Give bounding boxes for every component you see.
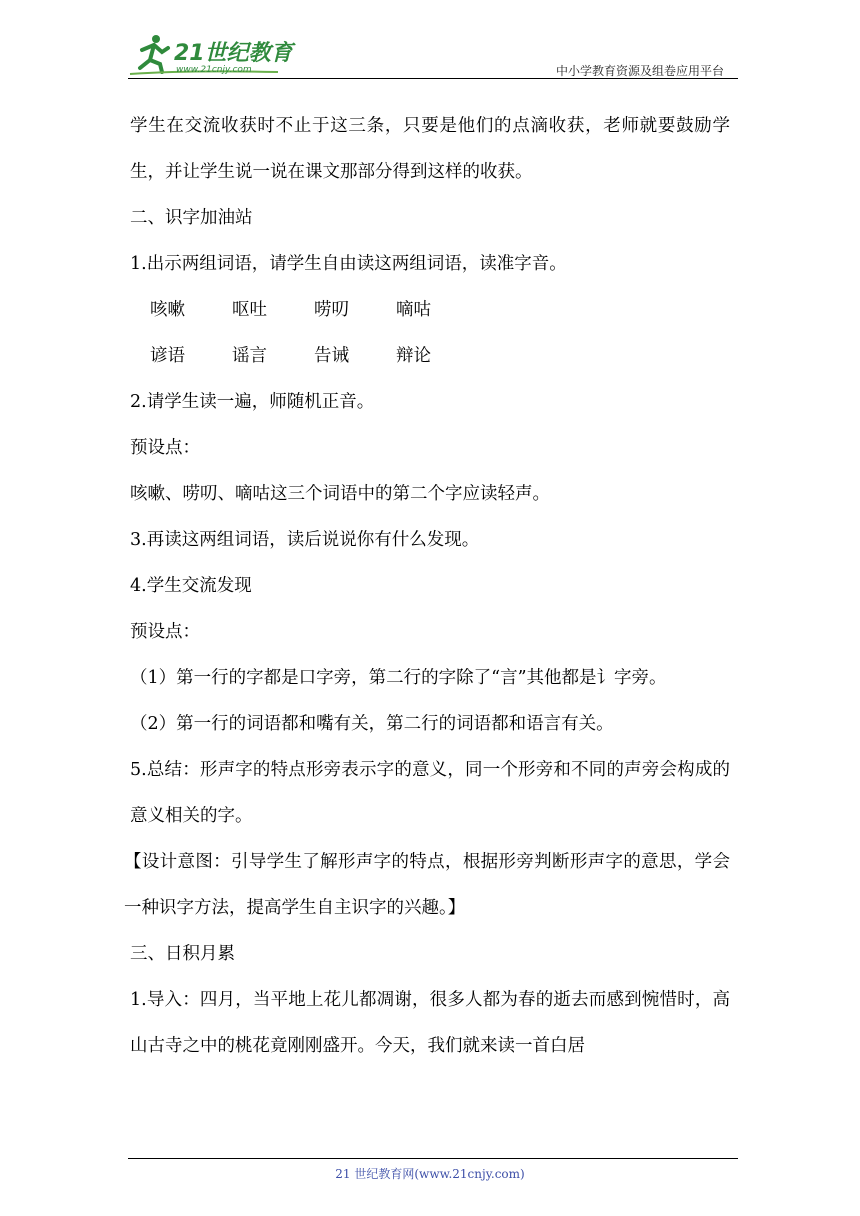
step: 3.再读这两组词语，读后说说你有什么发现。 <box>130 530 480 550</box>
paragraph: 咳嗽、唠叨、嘀咕这三个词语中的第二个字应读轻声。 <box>130 484 550 504</box>
preset-label: 预设点： <box>130 438 200 458</box>
word: 嘀咕 <box>396 300 431 320</box>
footer-rule <box>128 1158 738 1159</box>
platform-label: 中小学教育资源及组卷应用平台 <box>555 64 724 78</box>
word: 谚语 <box>150 346 185 366</box>
step: 5.总结：形声字的特点形旁表示字的意义，同一个形旁和不同的声旁会构成的意义相关的字。 <box>130 760 730 826</box>
word: 咳嗽 <box>150 300 185 320</box>
paragraph: 学生在交流收获时不止于这三条，只要是他们的点滴收获，老师就要鼓励学生，并让学生说一说在课文那部分得到这样的收获。 <box>130 116 730 182</box>
step: 2.请学生读一遍，师随机正音。 <box>130 392 375 412</box>
footer-text: 21 世纪教育网(www.21cnjy.com) <box>335 1167 525 1181</box>
step: 4.学生交流发现 <box>130 576 252 596</box>
header-rule <box>128 78 738 79</box>
word: 唠叨 <box>314 300 349 320</box>
logo-title: 21世纪教育 <box>174 41 293 66</box>
paragraph: 1.导入：四月，当平地上花儿都凋谢，很多人都为春的逝去而感到惋惜时，高山古寺之中的桃花竟刚刚盛开。今天，我们就来读一首白居 <box>130 990 730 1056</box>
word: 呕吐 <box>232 300 267 320</box>
word: 辩论 <box>396 346 431 366</box>
word: 告诫 <box>314 346 349 366</box>
word-row <box>130 333 730 379</box>
word-row <box>130 287 730 333</box>
section-heading: 二、识字加油站 <box>130 208 253 228</box>
section-heading: 三、日积月累 <box>130 944 235 964</box>
design-intent: 【设计意图：引导学生了解形声字的特点，根据形旁判断形声字的意思，学会一种识字方法，提高学生自主识字的兴趣。】 <box>124 852 730 918</box>
finding: （1）第一行的字都是口字旁，第二行的字除了“言”其他都是讠字旁。 <box>130 668 667 688</box>
finding: （2）第一行的词语都和嘴有关，第二行的词语都和语言有关。 <box>130 714 614 734</box>
page-header <box>128 30 738 80</box>
logo-url: www.21cnjy.com <box>176 65 252 75</box>
preset-label: 预设点： <box>130 622 200 642</box>
document-body <box>124 103 730 1069</box>
site-logo <box>128 30 318 78</box>
step: 1.出示两组词语，请学生自由读这两组词语，读准字音。 <box>130 254 567 274</box>
word: 谣言 <box>232 346 267 366</box>
